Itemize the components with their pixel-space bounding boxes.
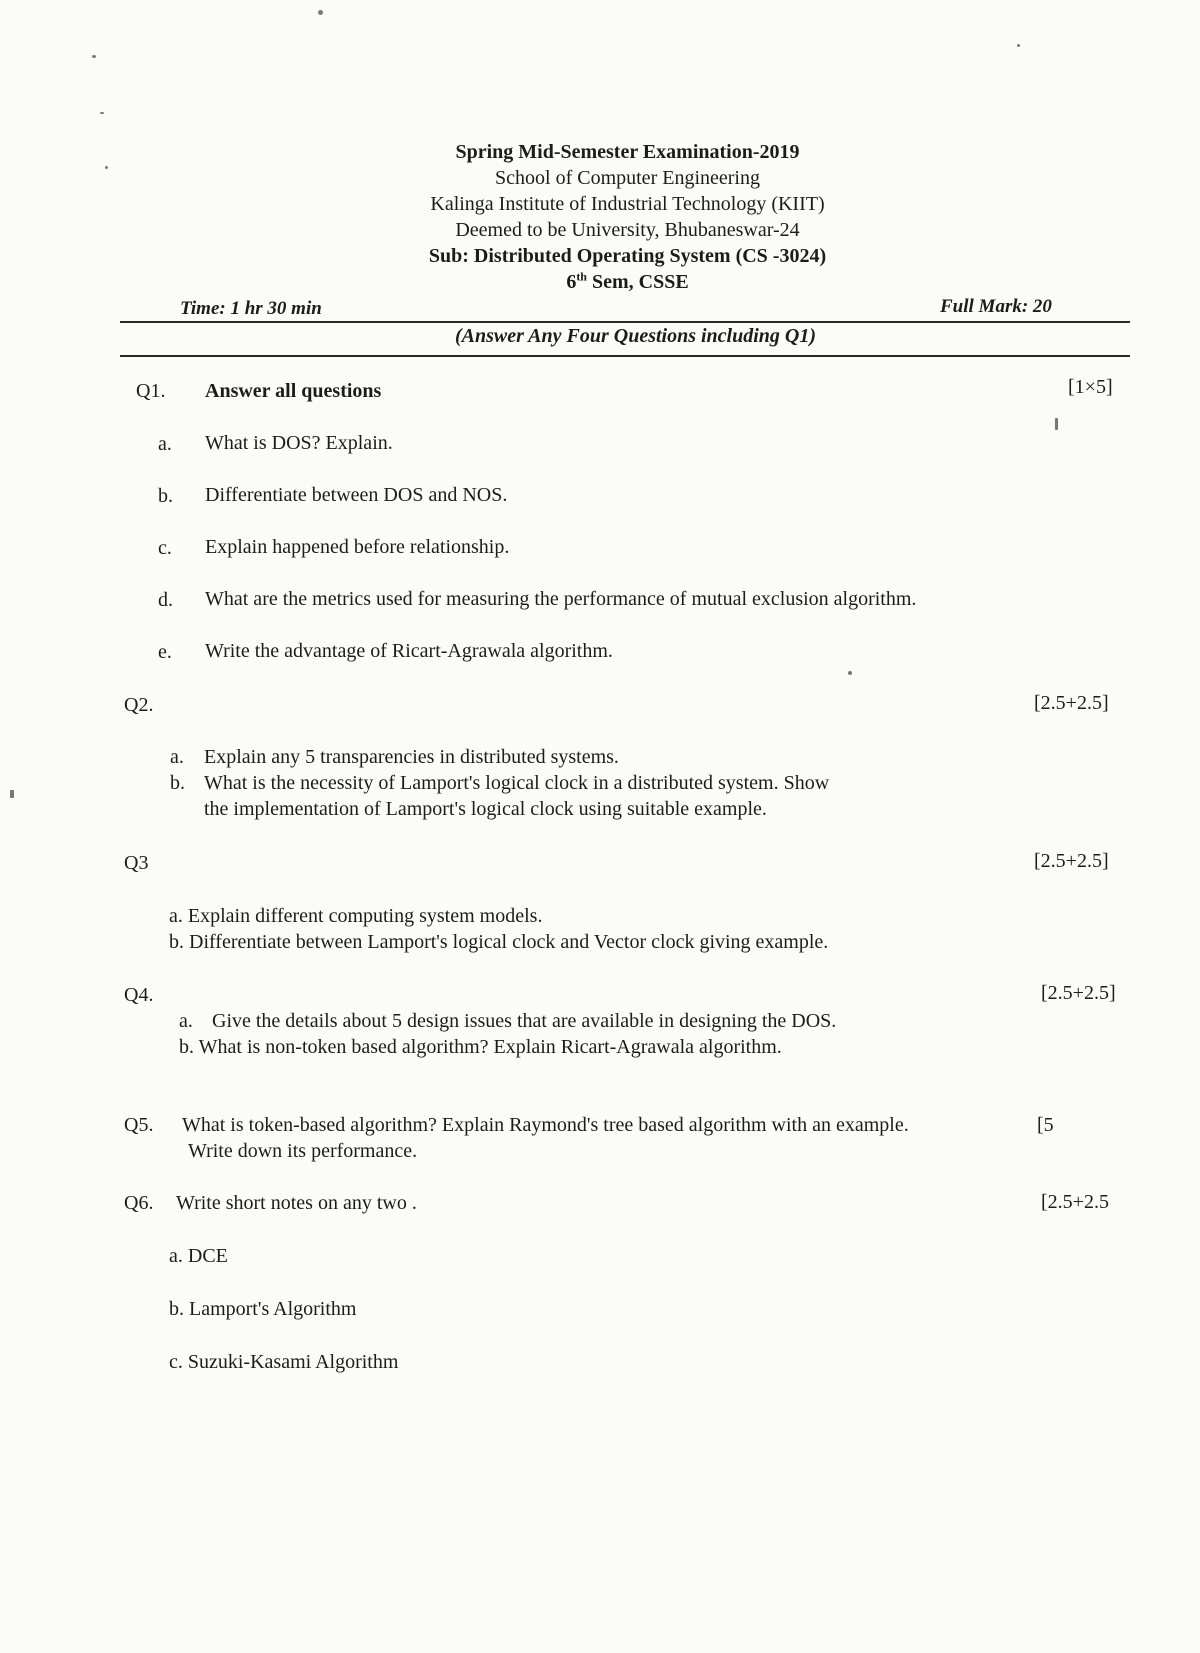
q1e-label: e. — [158, 641, 172, 663]
q2-number: Q2. — [124, 694, 154, 716]
q5-text: What is token-based algorithm? Explain Raymond's tree based algorithm with an example. — [182, 1114, 909, 1136]
q6c-text: c. Suzuki-Kasami Algorithm — [169, 1351, 399, 1373]
q1d-text: What are the metrics used for measuring the performance of mutual exclusion algorithm. — [205, 588, 917, 610]
q6-marks: [2.5+2.5 — [1041, 1191, 1109, 1213]
instruction: (Answer Any Four Questions including Q1) — [455, 325, 817, 347]
scan-speck — [848, 671, 852, 675]
q1b-text: Differentiate between DOS and NOS. — [205, 484, 508, 506]
header-rule-bottom — [120, 355, 1130, 357]
q1a-text: What is DOS? Explain. — [205, 432, 393, 454]
subject-line: Sub: Distributed Operating System (CS -3024) — [428, 245, 827, 267]
q4-number: Q4. — [124, 984, 154, 1006]
q6-number: Q6. — [124, 1192, 154, 1214]
q4a-text: Give the details about 5 design issues that are available in designing the DOS. — [212, 1010, 837, 1032]
q2b-text-continued: the implementation of Lamport's logical clock using suitable example. — [204, 798, 767, 820]
q1c-label: c. — [158, 537, 172, 559]
q1a-label: a. — [158, 433, 172, 455]
q1b-label: b. — [158, 485, 173, 507]
scan-speck — [1017, 44, 1020, 47]
scan-speck — [10, 790, 14, 798]
full-mark: Full Mark: 20 — [940, 296, 1052, 317]
q1c-text: Explain happened before relationship. — [205, 536, 510, 558]
q5-marks: [5 — [1037, 1114, 1054, 1136]
q3-number: Q3 — [124, 852, 149, 874]
school-name: School of Computer Engineering — [495, 167, 760, 189]
semester-line: 6th Sem, CSSE — [566, 269, 689, 293]
q6b-text: b. Lamport's Algorithm — [169, 1298, 357, 1320]
q3-marks: [2.5+2.5] — [1034, 850, 1109, 872]
q3b-text: b. Differentiate between Lamport's logical clock and Vector clock giving example. — [169, 931, 829, 953]
q1-number: Q1. — [136, 380, 166, 402]
q1e-text: Write the advantage of Ricart-Agrawala algorithm. — [205, 640, 613, 662]
q5-text-continued: Write down its performance. — [188, 1140, 418, 1162]
scan-speck — [1055, 418, 1058, 430]
scan-speck — [92, 55, 96, 58]
q1d-label: d. — [158, 589, 173, 611]
q1-title: Answer all questions — [205, 380, 382, 402]
q6a-text: a. DCE — [169, 1245, 228, 1267]
scan-speck — [318, 10, 323, 15]
q5-number: Q5. — [124, 1114, 154, 1136]
exam-time: Time: 1 hr 30 min — [180, 298, 322, 319]
q2a-label: a. — [170, 746, 184, 768]
q2b-label: b. — [170, 772, 185, 794]
scan-speck — [100, 112, 104, 114]
q2a-text: Explain any 5 transparencies in distributed systems. — [204, 746, 619, 768]
q4b-text: b. What is non-token based algorithm? Explain Ricart-Agrawala algorithm. — [179, 1036, 782, 1058]
q6-text: Write short notes on any two . — [176, 1192, 417, 1214]
q3a-text: a. Explain different computing system models. — [169, 905, 543, 927]
q4a-label: a. — [179, 1010, 193, 1032]
q1-marks: [1×5] — [1068, 376, 1113, 398]
q4-marks: [2.5+2.5] — [1041, 982, 1116, 1004]
header-rule-top — [120, 321, 1130, 323]
q2-marks: [2.5+2.5] — [1034, 692, 1109, 714]
university-line: Deemed to be University, Bhubaneswar-24 — [455, 219, 800, 241]
institute-name: Kalinga Institute of Industrial Technology (KIIT) — [430, 193, 825, 215]
exam-title: Spring Mid-Semester Examination-2019 — [455, 141, 800, 163]
q2b-text: What is the necessity of Lamport's logical clock in a distributed system. Show — [204, 772, 830, 794]
